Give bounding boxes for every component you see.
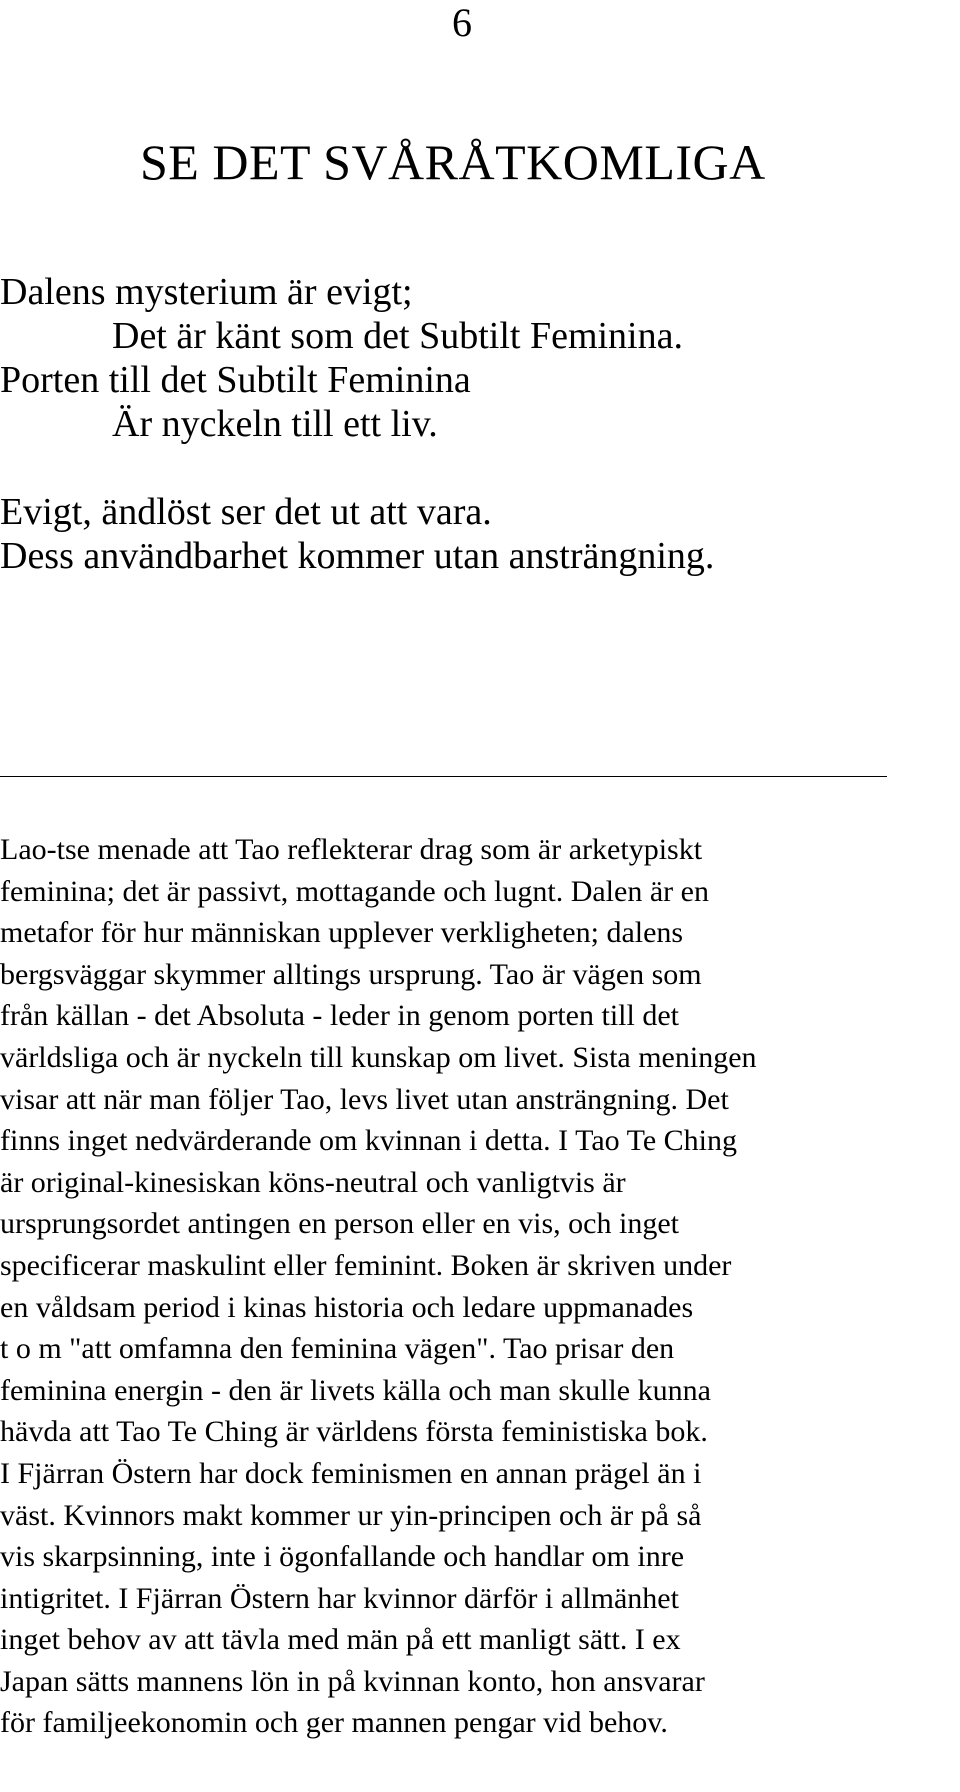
commentary-line: väst. Kvinnors makt kommer ur yin-principen och är på så bbox=[0, 1498, 702, 1532]
commentary-line: intigritet. I Fjärran Östern har kvinnor därför i allmänhet bbox=[0, 1581, 679, 1615]
poem-line: Är nyckeln till ett liv. bbox=[112, 403, 438, 445]
poem-line: Evigt, ändlöst ser det ut att vara. bbox=[0, 491, 492, 533]
commentary-line: bergsväggar skymmer alltings ursprung. Tao är vägen som bbox=[0, 957, 702, 991]
commentary-line: I Fjärran Östern har dock feminismen en annan prägel än i bbox=[0, 1456, 702, 1490]
commentary-line: visar att när man följer Tao, levs livet utan ansträngning. Det bbox=[0, 1082, 729, 1116]
stanza-gap bbox=[0, 446, 714, 490]
poem-line: Det är känt som det Subtilt Feminina. bbox=[112, 315, 683, 357]
commentary-line: Japan sätts mannens lön in på kvinnan konto, hon ansvarar bbox=[0, 1664, 705, 1698]
commentary-line: för familjeekonomin och ger mannen pengar vid behov. bbox=[0, 1706, 668, 1740]
commentary-line: specificerar maskulint eller feminint. Boken är skriven under bbox=[0, 1248, 732, 1282]
poem bbox=[0, 270, 714, 578]
commentary-line: är original-kinesiskan köns-neutral och vanligtvis är bbox=[0, 1165, 626, 1199]
commentary-line: metafor för hur människan upplever verkligheten; dalens bbox=[0, 916, 684, 950]
commentary-line: världsliga och är nyckeln till kunskap om livet. Sista meningen bbox=[0, 1040, 757, 1074]
poem-line: Dess användbarhet kommer utan ansträngning. bbox=[0, 535, 715, 577]
commentary-line: från källan - det Absoluta - leder in genom porten till det bbox=[0, 999, 679, 1033]
poem-line: Porten till det Subtilt Feminina bbox=[0, 359, 471, 401]
commentary-line: finns inget nedvärderande om kvinnan i detta. I Tao Te Ching bbox=[0, 1124, 738, 1158]
commentary-line: en våldsam period i kinas historia och ledare uppmanades bbox=[0, 1290, 694, 1324]
commentary-line: t o m "att omfamna den feminina vägen". Tao prisar den bbox=[0, 1332, 675, 1366]
commentary-line: inget behov av att tävla med män på ett manligt sätt. I ex bbox=[0, 1623, 681, 1657]
poem-line: Dalens mysterium är evigt; bbox=[0, 271, 413, 313]
commentary-line: ursprungsordet antingen en person eller en vis, och inget bbox=[0, 1207, 679, 1241]
commentary-line: hävda att Tao Te Ching är världens första feministiska bok. bbox=[0, 1415, 708, 1449]
section-divider bbox=[0, 776, 887, 777]
page-number: 6 bbox=[452, 0, 472, 45]
commentary bbox=[0, 829, 960, 1744]
chapter-title: SE DET SVÅRÅTKOMLIGA bbox=[140, 134, 766, 190]
commentary-line: Lao-tse menade att Tao reflekterar drag som är arketypiskt bbox=[0, 833, 703, 866]
commentary-line: feminina; det är passivt, mottagande och lugnt. Dalen är en bbox=[0, 874, 709, 908]
commentary-line: vis skarpsinning, inte i ögonfallande och handlar om inre bbox=[0, 1540, 685, 1574]
commentary-line: feminina energin - den är livets källa och man skulle kunna bbox=[0, 1373, 711, 1407]
